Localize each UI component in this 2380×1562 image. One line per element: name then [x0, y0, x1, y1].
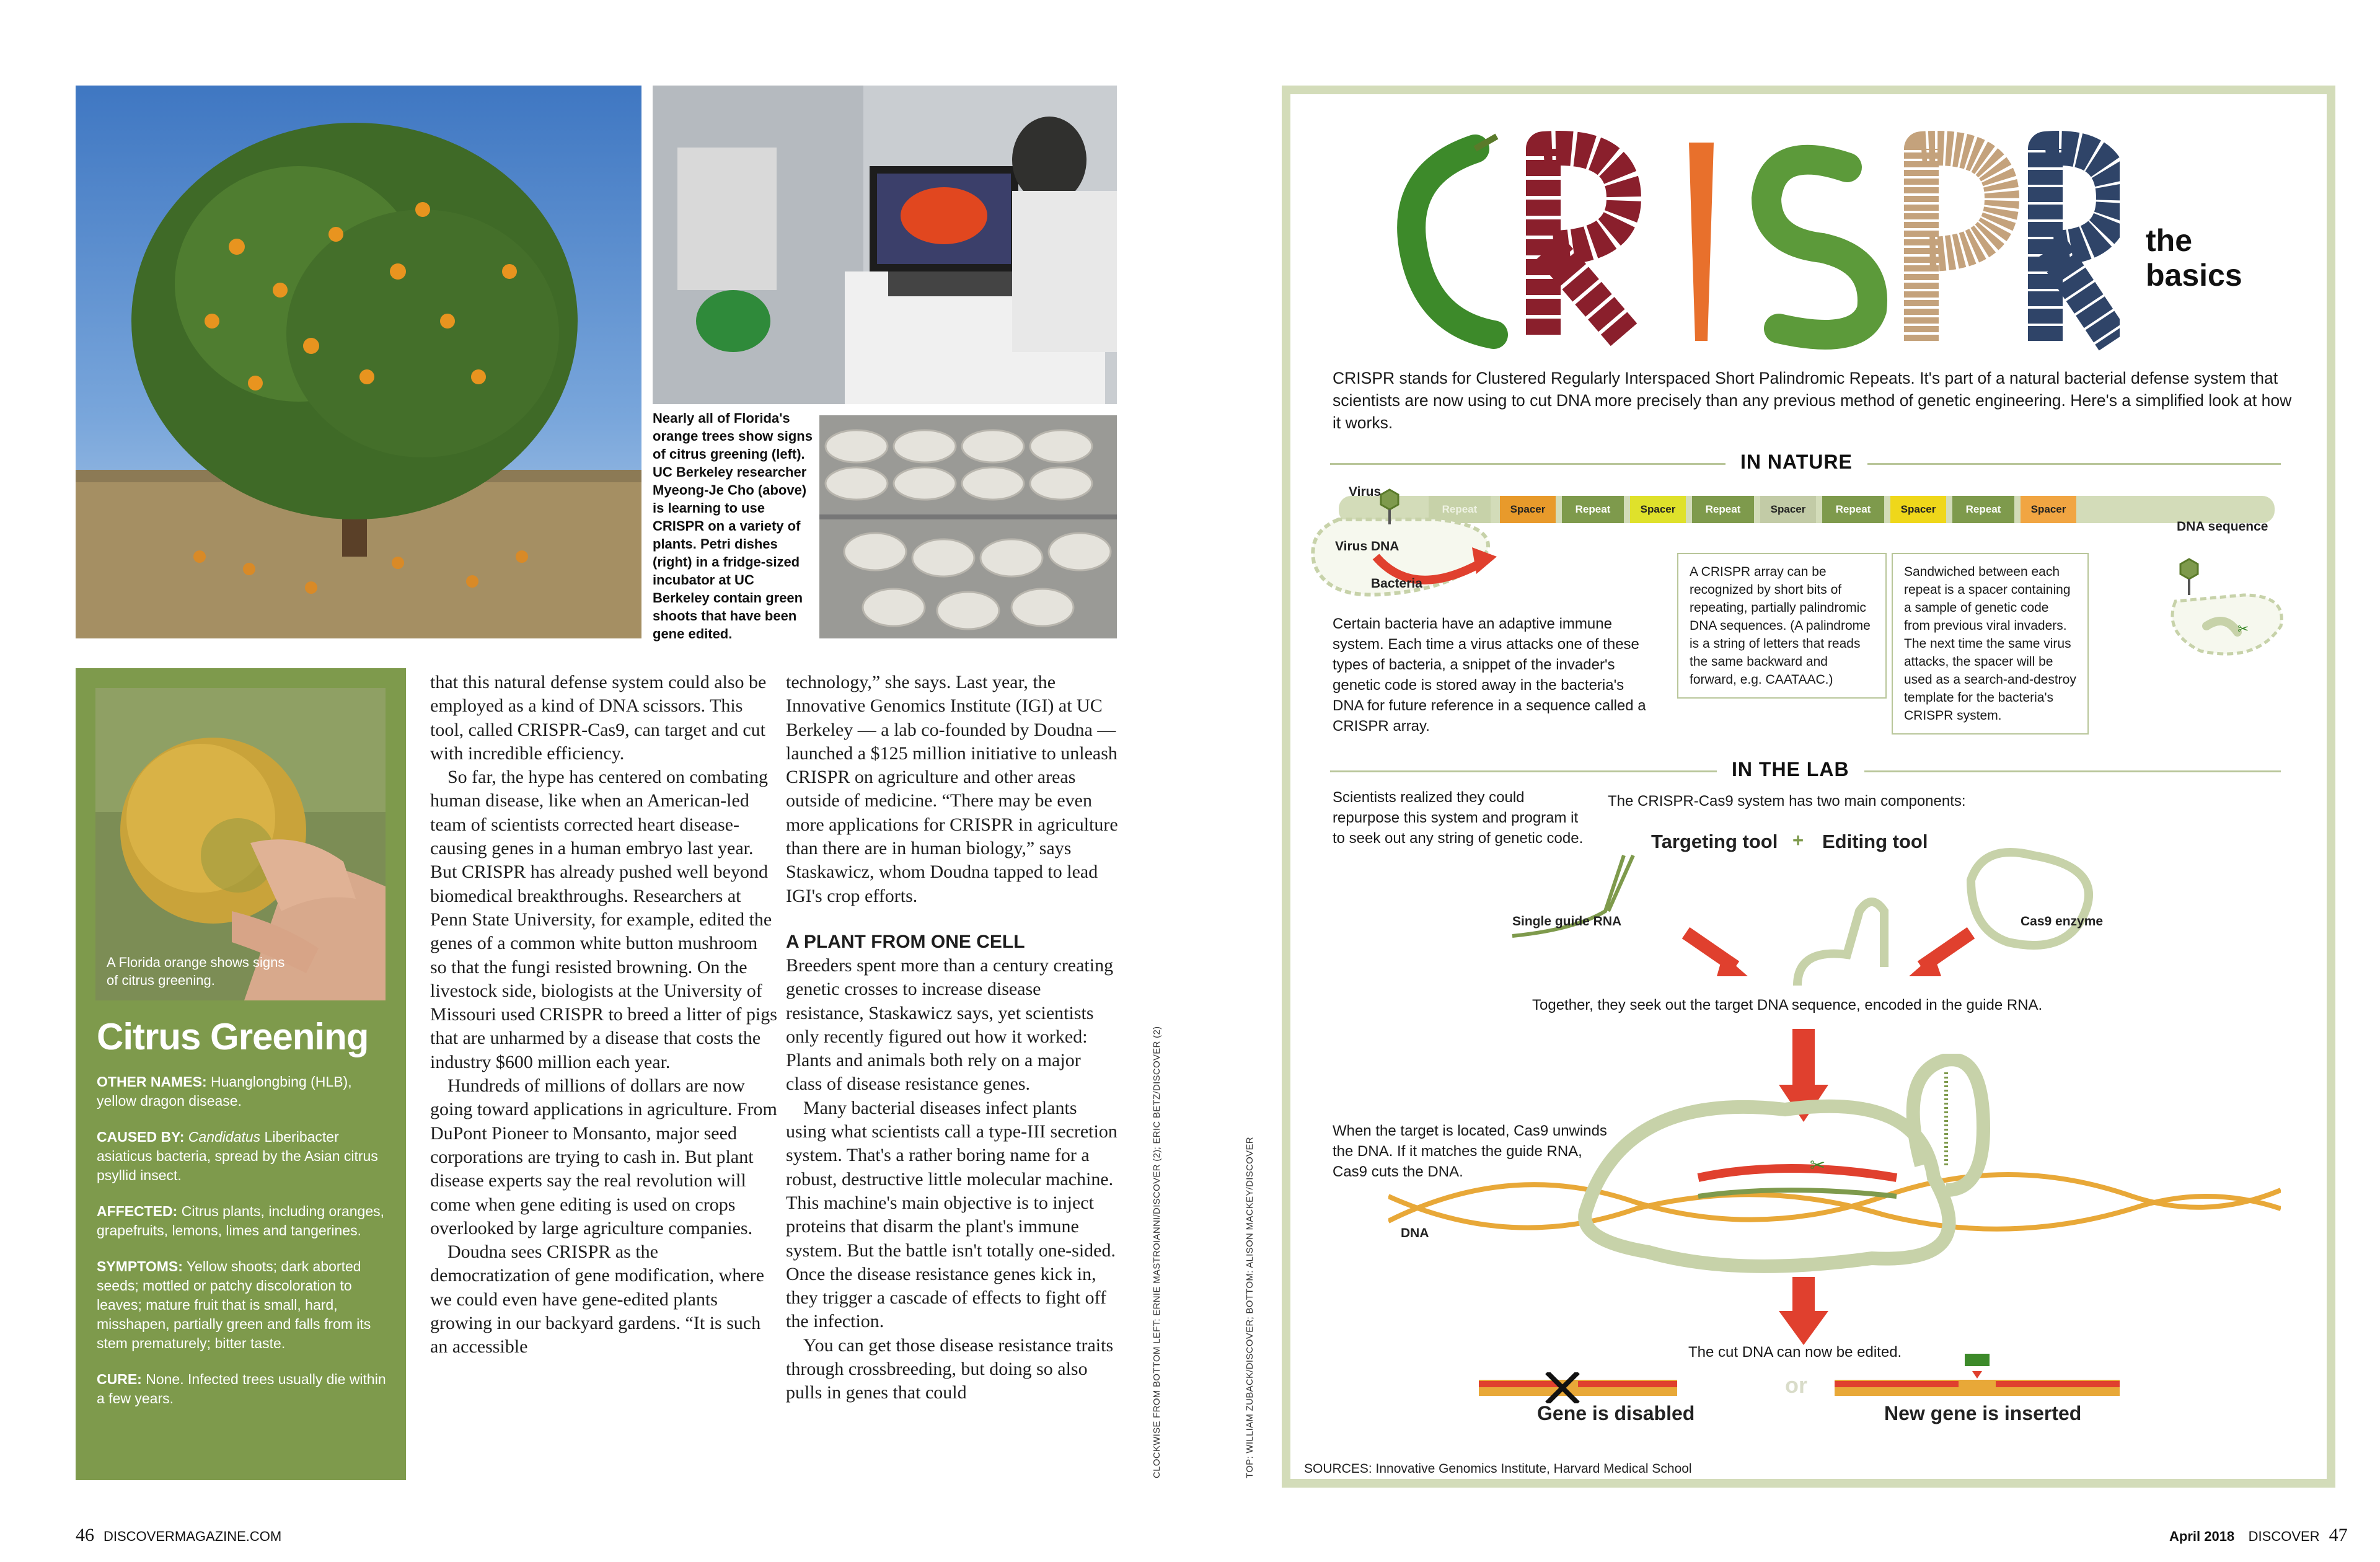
virus-dna-label: Virus DNA	[1335, 539, 1399, 554]
fact-other-names: OTHER NAMES: Huanglongbing (HLB), yellow dragon disease.	[97, 1074, 352, 1109]
sidebar-title: Citrus Greening	[97, 1016, 369, 1057]
citrus-greening-sidebar	[76, 668, 406, 1480]
strip-repeat: Repeat	[1952, 496, 2014, 523]
sidebar-facts	[97, 1072, 388, 1408]
target-located-text: When the target is located, Cas9 unwinds the DNA. If it matches the guide RNA, Cas9 cuts the DNA.	[1333, 1123, 1607, 1180]
intro-text: CRISPR stands for Clustered Regularly Interspaced Short Palindromic Repeats. It's part of a natural bacterial defense system that scientists are now using to cut DNA more precisely than any previous method of genetic engineering. Here's a simplified look at how it works.	[1333, 369, 2292, 432]
title-the: the	[2146, 223, 2192, 258]
together-text: Together, they seek out the target DNA sequence, encoded in the guide RNA.	[1532, 997, 2043, 1013]
or-label: or	[1785, 1372, 1807, 1398]
site-name: DISCOVERMAGAZINE.COM	[104, 1529, 282, 1544]
strip-repeat: Repeat	[1692, 496, 1754, 523]
fact-symptoms: SYMPTOMS: Yellow shoots; dark aborted seeds; mottled or patchy discoloration to leaves; mature fruit that is small, hard, misshapen, partially green and falls from its stem prematurely; bitter taste.	[97, 1258, 371, 1351]
paragraph: Hundreds of millions of dollars are now going toward applications in agriculture. From DuPont Pioneer to Monsanto, major seed corporations are trying to cash in. But plant disease experts say the real revolution will come when gene editing is used on crops overlooked by large agriculture companies.	[430, 1075, 777, 1238]
paragraph: So far, the hype has centered on combating human disease, like when an American-led team of scientists corrected heart disease-causing genes in a human embryo last year. But CRISPR has already pushed well beyond biomedical breakthroughs. Researchers at Penn State University, for example, edited the genes of a common white button mushroom so that the fungi resisted browning. On the livestock side, biologists at the University of Missouri used CRISPR to breed a litter of pigs that are unharmed by a disease that costs the industry $600 million each year.	[430, 767, 777, 1072]
strip-repeat: Repeat	[1429, 496, 1491, 523]
cas9-enzyme-label: Cas9 enzyme	[2021, 914, 2104, 929]
photo-credit-right: TOP: WILLIAM ZUBACK/DISCOVER; BOTTOM: ALISON MACKEY/DISCOVER	[1245, 1137, 1255, 1478]
guide-rna-label: Single guide RNA	[1512, 914, 1622, 929]
title-side	[2146, 223, 2242, 293]
gene-disabled-graphic	[1479, 1372, 1677, 1403]
orange-caption: A Florida orange shows signs of citrus greening.	[107, 955, 285, 988]
photo-caption: Nearly all of Florida's orange trees show signs of citrus greening (left). UC Berkeley researcher Myeong-Je Cho (above) is learning to use CRISPR on a variety of plants. Petri dishes (right) in a fridge-sized incubator at UC Berkeley contain green shoots that have been gene edited.	[653, 410, 813, 642]
virus-label: Virus	[1349, 485, 1382, 499]
dna-sequence-label: DNA sequence	[2177, 519, 2268, 534]
paragraph: technology,” she says. Last year, the Innovative Genomics Institute (IGI) at UC Berkeley — a lab co-founded by Doudna — launched a $125 million initiative to unleash CRISPR on agriculture and other areas outside of medicine. “There may be even more applications for CRISPR in agriculture than there are in human biology,” says Staskawicz, whom Doudna tapped to lead IGI's crop efforts.	[786, 672, 1118, 906]
issue-date: April 2018	[2169, 1529, 2235, 1544]
article-column-2	[786, 671, 1121, 1405]
folio-right	[2169, 1525, 2348, 1546]
lab-text-2: The CRISPR-Cas9 system has two main components:	[1608, 793, 1966, 810]
bacteria-label: Bacteria	[1371, 576, 1422, 591]
strip-spacer: Spacer	[1890, 496, 1946, 523]
down-arrow-2	[1779, 1277, 1828, 1345]
magazine-name: DISCOVER	[2248, 1529, 2320, 1544]
gene-disabled-label: Gene is disabled	[1537, 1402, 1695, 1424]
orange-tree-photo	[76, 86, 641, 638]
new-gene-inserted-label: New gene is inserted	[1884, 1402, 2082, 1424]
section-heading: A PLANT FROM ONE CELL	[786, 931, 1025, 952]
gene-inserted-graphic	[1835, 1354, 2120, 1403]
nature-text: Certain bacteria have an adaptive immune system. Each time a virus attacks one of these types of bacteria, a snippet of the invader's genetic code is stored away in the bacteria's DNA for future reference in a sequence called a CRISPR array.	[1333, 616, 1646, 735]
crispr-title	[1388, 124, 2120, 360]
lab-text-1: Scientists realized they could repurpose this system and program it to seek out any string of genetic code.	[1333, 789, 1584, 847]
page-number: 46	[76, 1525, 94, 1545]
virus-right-graphic	[2157, 558, 2293, 669]
paragraph: You can get those disease resistance traits through crossbreeding, but doing so also pulls in genes that could	[786, 1335, 1114, 1403]
sources: SOURCES: Innovative Genomics Institute, Harvard Medical School	[1304, 1462, 1692, 1476]
paragraph: Many bacterial diseases infect plants using what scientists call a type-III secretion system. That's a rather boring name for a robust, destructive little molecular machine. This machine's main objective is to inject proteins that disarm the plant's immune system. But the battle isn't totally one-sided. Once the disease resistance genes kick in, they trigger a cascade of effects to fight off the infection.	[786, 1097, 1117, 1332]
dna-unwinding-diagram	[1388, 1054, 2281, 1302]
strip-spacer: Spacer	[2021, 496, 2076, 523]
page-number: 47	[2329, 1525, 2348, 1545]
dna-label: DNA	[1401, 1226, 1429, 1240]
targeting-tool-label: Targeting tool	[1651, 831, 1778, 852]
paragraph: Breeders spent more than a century creating genetic crosses to increase disease resistance, Staskawicz says, yet scientists only recently figured out how it worked: Plants and animals both rely on a major class of disease resistance genes.	[786, 955, 1114, 1095]
svg-text:✂: ✂	[1810, 1155, 1826, 1176]
fact-cure: CURE: None. Infected trees usually die within a few years.	[97, 1371, 386, 1406]
title-basics: basics	[2146, 258, 2242, 293]
petri-dish-photo	[819, 415, 1117, 638]
svg-text:✂: ✂	[2237, 622, 2249, 637]
strip-repeat: Repeat	[1562, 496, 1624, 523]
in-nature-heading: IN NATURE	[1726, 451, 1867, 474]
article-column-1	[430, 671, 777, 1359]
plus-sign: +	[1792, 829, 1804, 851]
spacer-callout: Sandwiched between each repeat is a spacer containing a sample of genetic code from previous viral invaders. The next time the same virus attacks, the spacer will be used as a search-and-destroy template for the bacteria's CRISPR system.	[1892, 553, 2089, 735]
lab-researcher-photo	[653, 86, 1117, 404]
strip-repeat: Repeat	[1822, 496, 1884, 523]
cut-dna-text: The cut DNA can now be edited.	[1688, 1344, 1902, 1361]
folio-left	[76, 1525, 281, 1546]
in-the-lab-heading: IN THE LAB	[1717, 758, 1864, 781]
crispr-array-callout: A CRISPR array can be recognized by short bits of repeating, partially palindromic DNA sequences. (A palindrome is a string of letters that reads the same backward and forward, e.g. CAATAAC.)	[1677, 553, 1887, 699]
photo-credit-left: CLOCKWISE FROM BOTTOM LEFT: ERNIE MASTROIANNI/DISCOVER (2); ERIC BETZ/DISCOVER (2)	[1152, 1026, 1162, 1478]
strip-spacer: Spacer	[1500, 496, 1556, 523]
strip-spacer: Spacer	[1630, 496, 1686, 523]
paragraph: Doudna sees CRISPR as the democratization of gene modification, where we could even have gene-edited plants growing in our backyard gardens. “It is such an accessible	[430, 1242, 764, 1357]
strip-spacer: Spacer	[1760, 496, 1816, 523]
fact-affected: AFFECTED: Citrus plants, including oranges, grapefruits, lemons, limes and tangerines.	[97, 1203, 385, 1238]
editing-tool-label: Editing tool	[1822, 831, 1928, 852]
paragraph: that this natural defense system could also be employed as a kind of DNA scissors. This tool, called CRISPR-Cas9, can target and cut with incredible efficiency.	[430, 672, 767, 764]
fact-caused-by: CAUSED BY: Candidatus Liberibacter asiaticus bacteria, spread by the Asian citrus psyllid insect.	[97, 1129, 378, 1183]
